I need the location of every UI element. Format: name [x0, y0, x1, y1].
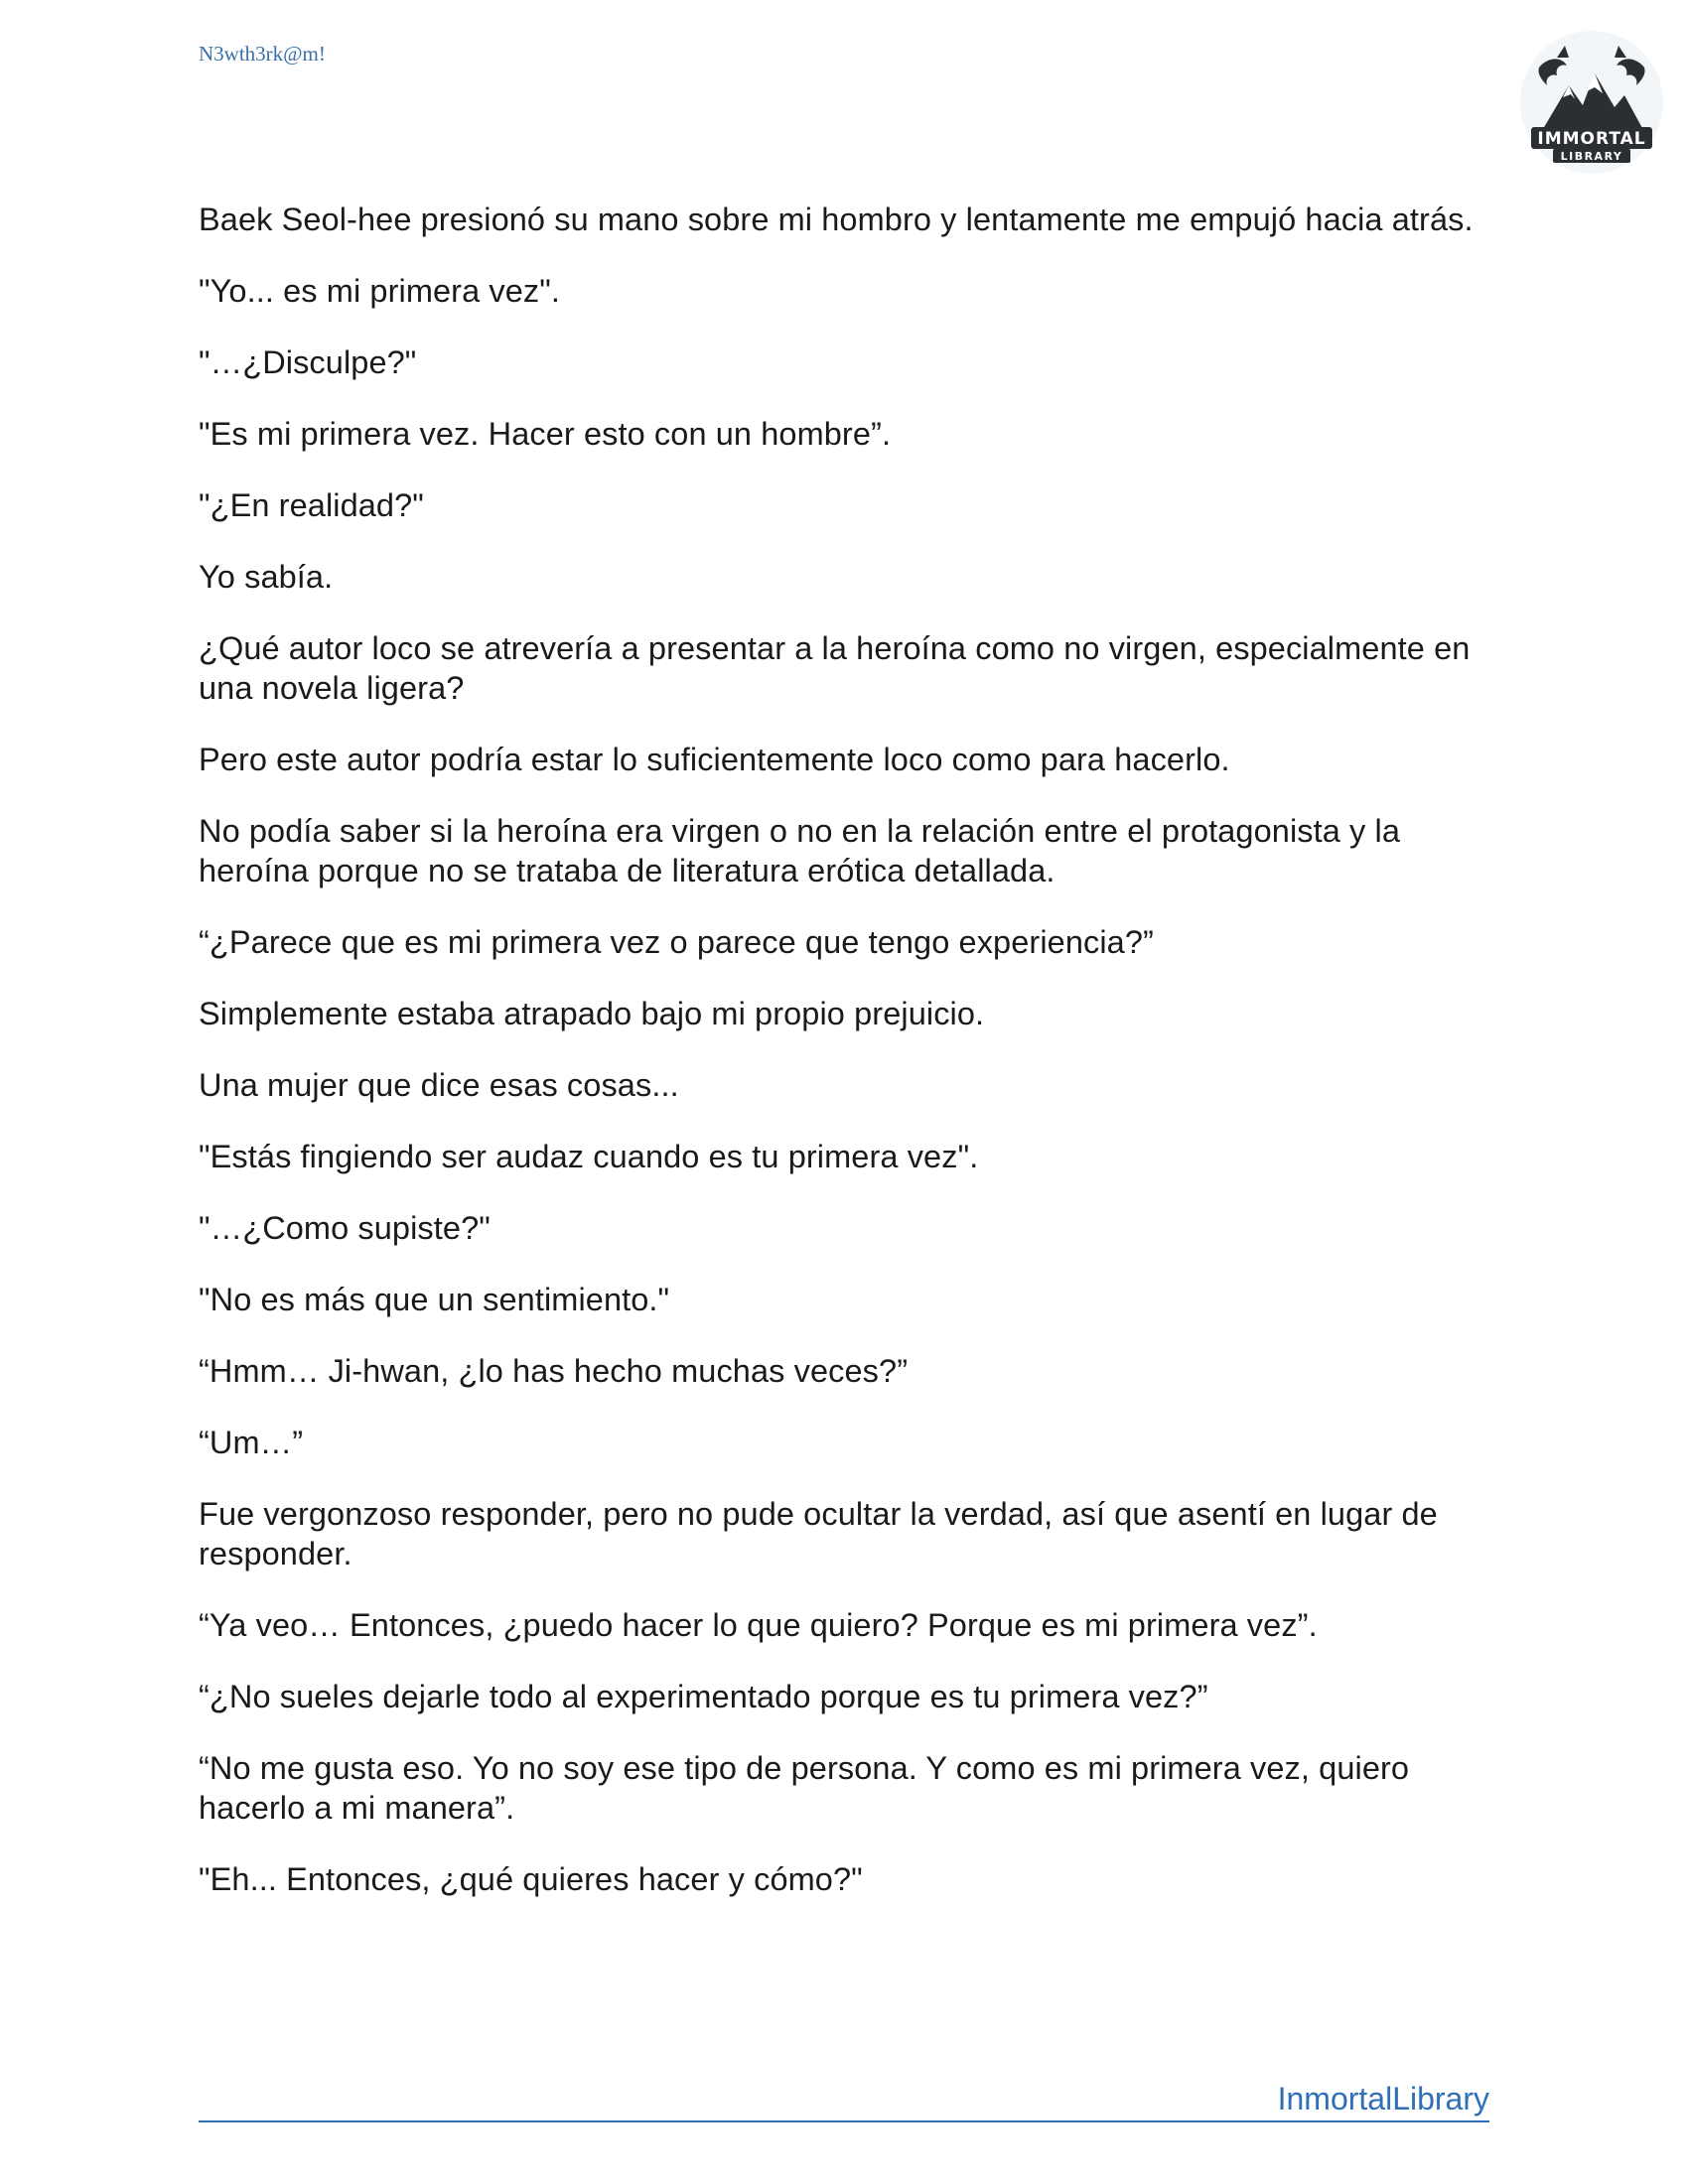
paragraph: Pero este autor podría estar lo suficientemente loco como para hacerlo.	[199, 742, 1230, 777]
paragraph: Baek Seol-hee presionó su mano sobre mi hombro y lentamente me empujó hacia atrás.	[199, 202, 1474, 237]
paragraph: “No me gusta eso. Yo no soy ese tipo de persona. Y como es mi primera vez, quiero hacerlo a mi manera”.	[199, 1750, 1410, 1826]
paragraph: “Um…”	[199, 1425, 304, 1460]
paragraph: “¿No sueles dejarle todo al experimentado porque es tu primera vez?”	[199, 1679, 1208, 1714]
paragraph: “Ya veo… Entonces, ¿puedo hacer lo que quiero? Porque es mi primera vez”.	[199, 1607, 1318, 1643]
paragraph: "…¿Disculpe?"	[199, 344, 417, 380]
paragraph: “Hmm… Ji-hwan, ¿lo has hecho muchas veces?”	[199, 1353, 909, 1389]
paragraph: No podía saber si la heroína era virgen o no en la relación entre el protagonista y la heroína porque no se trataba de literatura erótica detallada.	[199, 813, 1401, 888]
paragraph: "…¿Como supiste?"	[199, 1210, 491, 1246]
paragraph: "¿En realidad?"	[199, 487, 424, 523]
paragraph: ¿Qué autor loco se atrevería a presentar a la heroína como no virgen, especialmente en una novela ligera?	[199, 630, 1471, 706]
paragraph: "Es mi primera vez. Hacer esto con un hombre”.	[199, 416, 892, 452]
logo-line2: LIBRARY	[1560, 150, 1623, 163]
paragraph: Yo sabía.	[199, 559, 334, 595]
footer-divider	[199, 2120, 1489, 2122]
paragraph: Una mujer que dice esas cosas...	[199, 1067, 679, 1103]
paragraph: Fue vergonzoso responder, pero no pude ocultar la verdad, así que asentí en lugar de responder.	[199, 1496, 1438, 1571]
paragraph: "Eh... Entonces, ¿qué quieres hacer y cómo?"	[199, 1861, 863, 1897]
paragraph: Simplemente estaba atrapado bajo mi propio prejuicio.	[199, 996, 985, 1031]
footer-site-link[interactable]: InmortalLibrary	[1277, 2081, 1489, 2116]
paragraph: "Estás fingiendo ser audaz cuando es tu primera vez".	[199, 1139, 979, 1174]
logo-line1: IMMORTAL	[1537, 129, 1646, 149]
immortal-library-logo	[1517, 28, 1666, 177]
paragraph: “¿Parece que es mi primera vez o parece que tengo experiencia?”	[199, 924, 1154, 960]
paragraph: "No es más que un sentimiento."	[199, 1282, 670, 1317]
chapter-body	[199, 200, 1489, 1931]
paragraph: "Yo... es mi primera vez".	[199, 273, 561, 309]
header-watermark-tag: N3wth3rk@m!	[199, 42, 326, 66]
